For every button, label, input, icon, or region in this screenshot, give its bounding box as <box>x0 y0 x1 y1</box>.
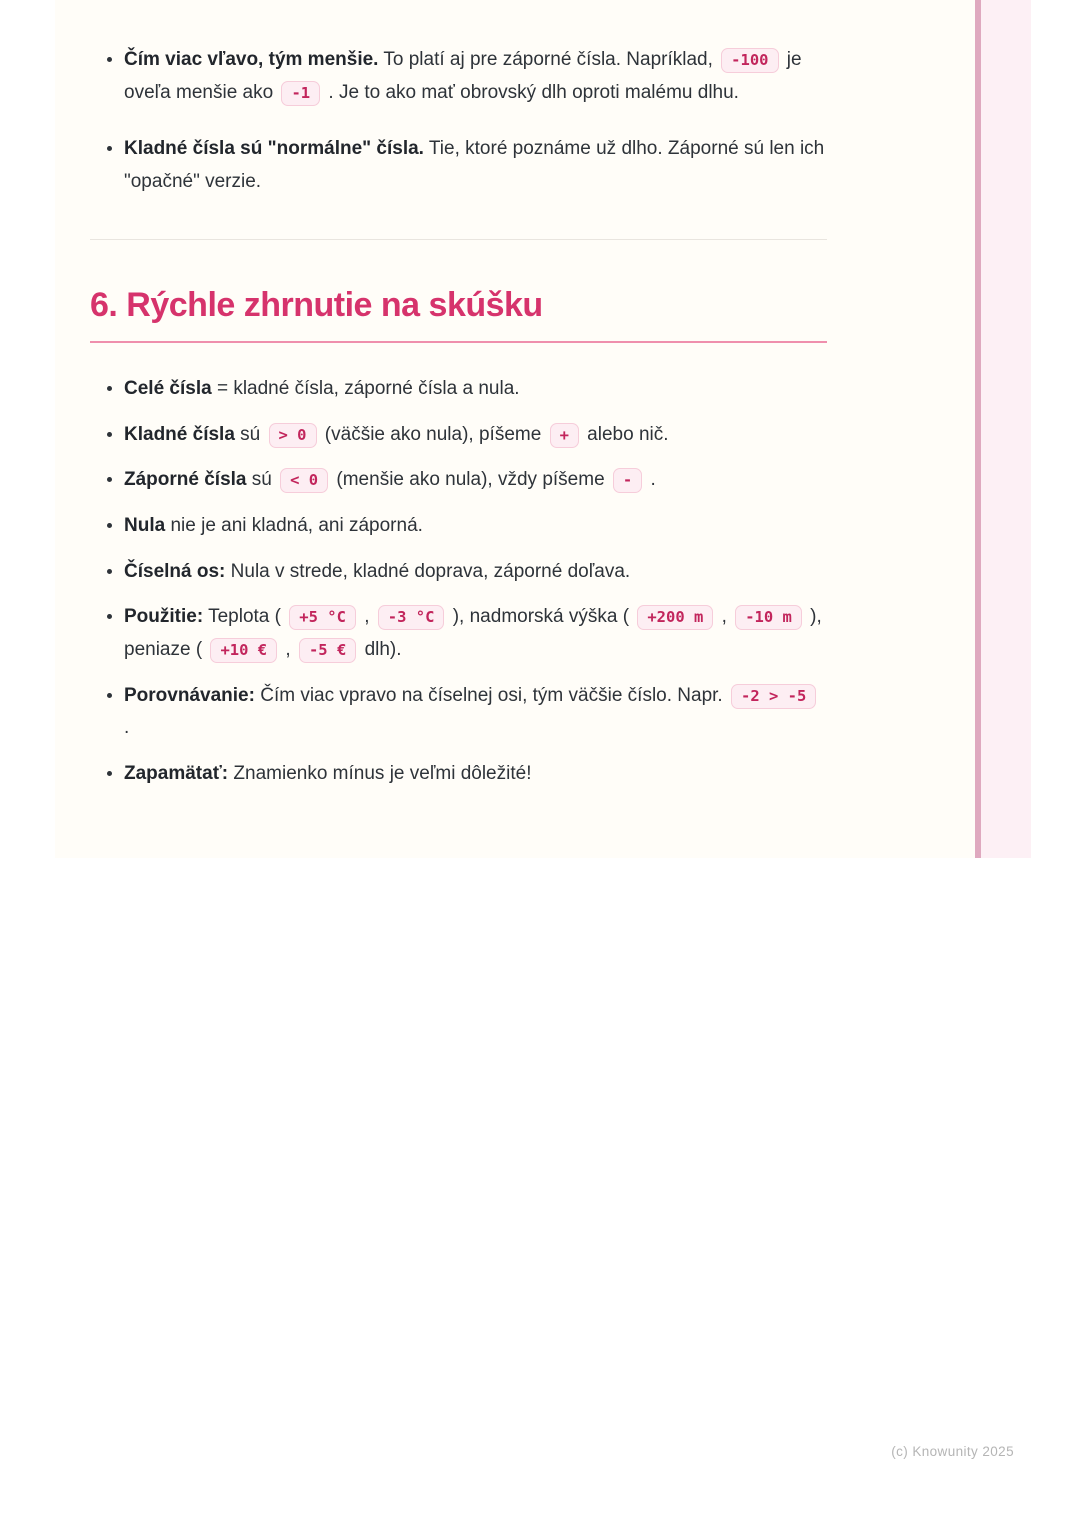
inline-code-badge: +200 m <box>637 605 713 630</box>
bullet-item <box>124 133 827 198</box>
bullet-bold-text: Nula <box>124 515 166 537</box>
bullet-bold-text: Kladné čísla sú "normálne" čísla. <box>124 138 424 160</box>
bullet-text: . <box>124 717 130 739</box>
bullet-bold-text: Kladné čísla <box>124 423 235 445</box>
bullet-text: (väčšie ako nula), píšeme <box>319 423 547 445</box>
document-card <box>55 0 1031 858</box>
bullet-item <box>124 510 827 543</box>
bullet-text: , <box>716 606 733 628</box>
bullet-text: Čím viac vpravo na číselnej osi, tým väčšie číslo. Napr. <box>254 684 728 706</box>
intro-bullet-list <box>90 44 827 199</box>
inline-code-badge: -1 <box>281 81 320 106</box>
inline-code-badge: < 0 <box>280 468 328 493</box>
bullet-item <box>124 758 827 791</box>
bullet-bold-text: Čím viac vľavo, tým menšie. <box>124 49 379 70</box>
inline-code-badge: > 0 <box>269 423 317 448</box>
bullet-text: . Je to ako mať obrovský dlh oproti malému dlhu. <box>323 81 739 103</box>
inline-code-badge: +5 °C <box>289 605 356 630</box>
bullet-item <box>124 601 827 666</box>
bullet-item <box>124 464 827 497</box>
bullet-bold-text: Použitie: <box>124 606 204 628</box>
bullet-item <box>124 419 827 452</box>
bullet-text: , <box>358 606 375 628</box>
inline-code-badge: -10 m <box>735 605 802 630</box>
inline-code-badge: +10 € <box>210 638 277 663</box>
bullet-text: , <box>280 639 296 661</box>
inline-code-badge: -3 °C <box>378 605 445 630</box>
bullet-text: = kladné čísla, záporné čísla a nula. <box>211 378 520 400</box>
document-content <box>90 0 827 804</box>
inline-code-badge: -100 <box>721 48 778 73</box>
bullet-text: sú <box>246 469 278 491</box>
bullet-bold-text: Záporné čísla <box>124 469 247 491</box>
accent-stripe <box>981 0 1031 858</box>
section-title-underline <box>90 341 827 343</box>
bullet-text: alebo nič. <box>581 423 669 445</box>
section-divider <box>90 239 827 240</box>
bullet-text: (menšie ako nula), vždy píšeme <box>331 469 610 491</box>
bullet-text: Znamienko mínus je veľmi dôležité! <box>228 763 532 785</box>
inline-code-badge: -5 € <box>299 638 356 663</box>
inline-code-badge: -2 > -5 <box>731 684 816 709</box>
section-title: 6. Rýchle zhrnutie na skúšku <box>90 285 543 324</box>
bullet-text: . <box>645 469 656 491</box>
bullet-text: sú <box>234 423 266 445</box>
inline-code-badge: - <box>613 468 642 493</box>
bullet-text: Nula v strede, kladné doprava, záporné doľava. <box>225 560 631 582</box>
bullet-item <box>124 680 827 745</box>
inline-code-badge: + <box>550 423 579 448</box>
bullet-text: Tie, ktoré poznáme už dlho. Záporné sú len ich "opačné" verzie. <box>124 138 825 193</box>
bullet-bold-text: Celé čísla <box>124 378 212 400</box>
bullet-text: To platí aj pre záporné čísla. Napríklad, <box>378 49 719 70</box>
bullet-item <box>124 556 827 589</box>
bullet-bold-text: Porovnávanie: <box>124 684 255 706</box>
bullet-bold-text: Zapamätať: <box>124 763 229 785</box>
bullet-item <box>124 373 827 406</box>
bullet-text: ), nadmorská výška ( <box>447 606 635 628</box>
bullet-text: dlh). <box>359 639 402 661</box>
bullet-item <box>124 44 827 109</box>
bullet-bold-text: Číselná os: <box>124 560 226 582</box>
bullet-text: Teplota ( <box>203 606 287 628</box>
copyright-footer: (c) Knowunity 2025 <box>891 1444 1014 1459</box>
summary-bullet-list <box>90 373 827 791</box>
bullet-text: nie je ani kladná, ani záporná. <box>165 515 423 537</box>
bullet-text: ), peniaze ( <box>124 606 822 661</box>
bullet-text: je oveľa menšie ako <box>124 49 802 103</box>
